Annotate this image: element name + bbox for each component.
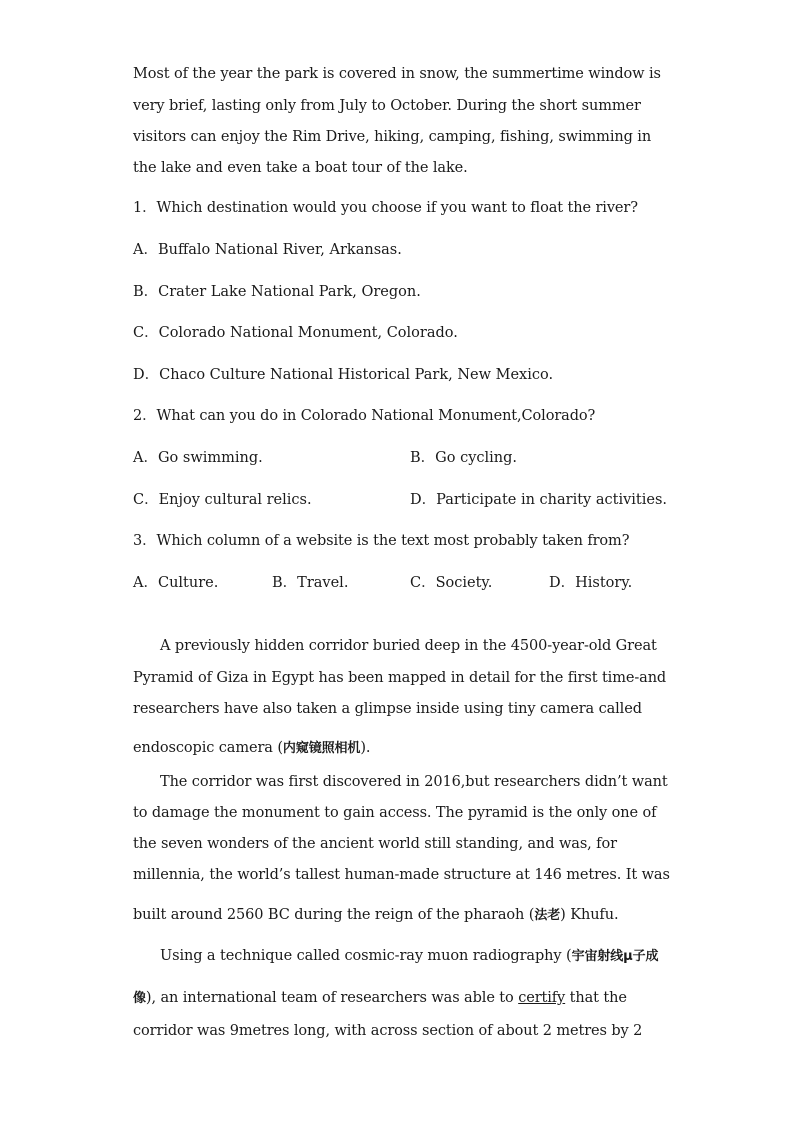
- question-3-option-a: A．Culture.: [133, 575, 219, 591]
- passage2-line: the seven wonders of the ancient world still standing, and was, for: [133, 836, 617, 852]
- passage2-line: built around 2560 BC during the reign of the pharaoh (法老) Khufu.: [133, 907, 619, 923]
- question-2-option-d: D．Participate in charity activities.: [410, 492, 668, 508]
- passage2-line: Using a technique called cosmic-ray muon radiography (宇宙射线μ子成: [160, 948, 659, 964]
- question-1-option-b: B．Crater Lake National Park, Oregon.: [133, 284, 421, 300]
- chinese-gloss: 法老: [534, 908, 561, 923]
- passage1-line: very brief, lasting only from July to October. During the short summer: [133, 98, 641, 114]
- question-1-option-a: A．Buffalo National River, Arkansas.: [133, 242, 402, 258]
- passage2-line: to damage the monument to gain access. The pyramid is the only one of: [133, 805, 657, 821]
- underlined-word: certify: [518, 990, 566, 1006]
- passage2-line: The corridor was first discovered in 2016,but researchers didn’t want: [160, 774, 668, 790]
- question-1-option-d: D．Chaco Culture National Historical Park, New Mexico.: [133, 367, 554, 383]
- question-3-stem: 3．Which column of a website is the text most probably taken from?: [133, 533, 630, 549]
- question-1-option-c: C．Colorado National Monument, Colorado.: [133, 325, 458, 341]
- question-1-stem: 1．Which destination would you choose if you want to float the river?: [133, 200, 638, 216]
- passage2-line: Pyramid of Giza in Egypt has been mapped in detail for the first time-and: [133, 670, 667, 686]
- question-2-option-a: A．Go swimming.: [133, 450, 263, 466]
- question-2-stem: 2．What can you do in Colorado National Monument,Colorado?: [133, 408, 596, 424]
- question-3-option-d: D．History.: [549, 575, 633, 591]
- passage1-line: Most of the year the park is covered in snow, the summertime window is: [133, 66, 661, 82]
- passage2-line: endoscopic camera (内窥镜照相机).: [133, 740, 371, 756]
- chinese-gloss: 宇宙射线μ子成: [571, 949, 659, 964]
- passage1-line: the lake and even take a boat tour of the lake.: [133, 160, 468, 176]
- question-2-option-c: C．Enjoy cultural relics.: [133, 492, 312, 508]
- question-3-option-b: B．Travel.: [272, 575, 349, 591]
- passage2-line: A previously hidden corridor buried deep in the 4500-year-old Great: [160, 638, 657, 654]
- passage2-line: corridor was 9metres long, with across section of about 2 metres by 2: [133, 1023, 643, 1039]
- passage2-line: 像), an international team of researchers was able to certify that the: [133, 990, 627, 1006]
- passage1-line: visitors can enjoy the Rim Drive, hiking, camping, fishing, swimming in: [133, 129, 652, 145]
- question-2-option-b: B．Go cycling.: [410, 450, 518, 466]
- chinese-gloss: 内窥镜照相机: [282, 741, 361, 756]
- question-3-option-c: C．Society.: [410, 575, 493, 591]
- passage2-line: millennia, the world’s tallest human-made structure at 146 metres. It was: [133, 867, 670, 883]
- passage2-line: researchers have also taken a glimpse inside using tiny camera called: [133, 701, 642, 717]
- chinese-gloss: 像: [133, 991, 146, 1006]
